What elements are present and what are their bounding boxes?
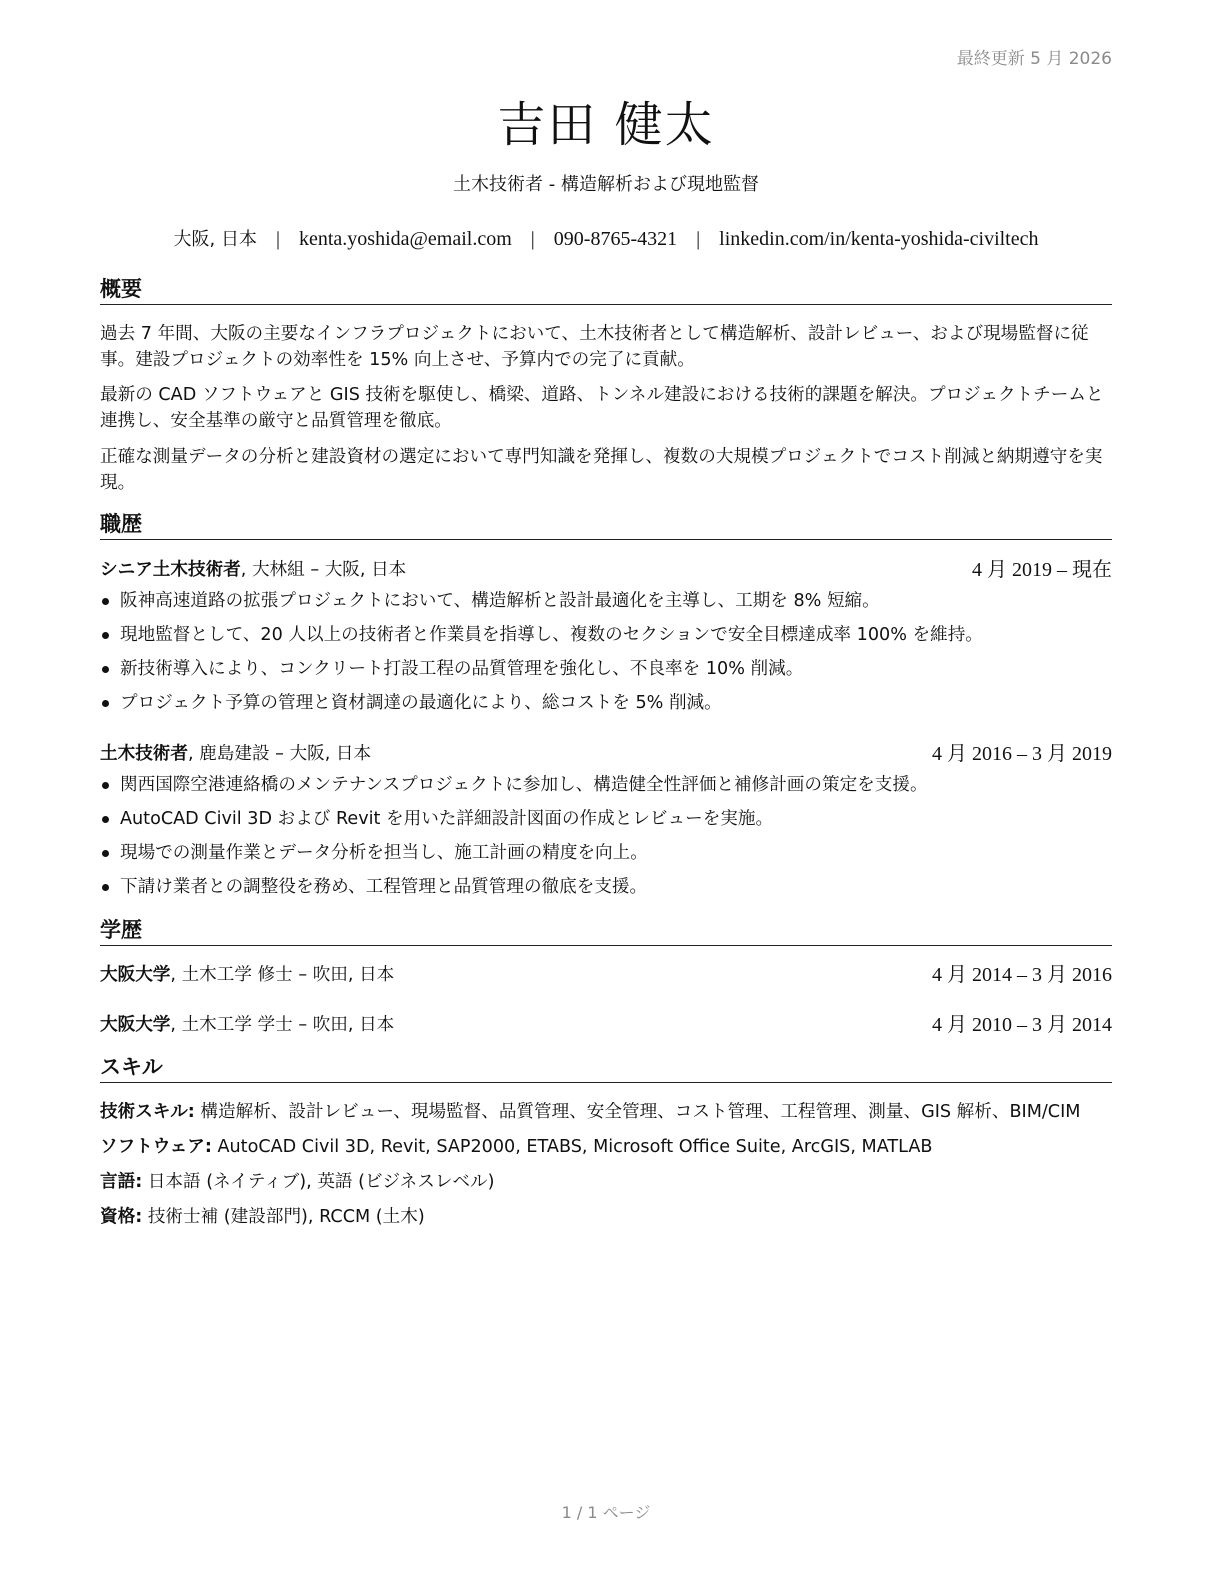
education-dates: 4 月 2010 – 3 月 2014 xyxy=(932,1014,1112,1036)
job-dates: 4 月 2019 – 現在 xyxy=(972,559,1112,581)
job-bullets xyxy=(100,768,1112,904)
skill-label: ソフトウェア: xyxy=(100,1137,212,1157)
skill-row xyxy=(100,1200,1112,1234)
education-item xyxy=(100,1012,1112,1038)
summary-paragraph: 過去 7 年間、大阪の主要なインフラプロジェクトにおいて、土木技術者として構造解析、設計レビュー、および現場監督に従事。建設プロジェクトの効率性を 15% 向上させ、予算内での完了に貢献。 xyxy=(100,324,1089,370)
skill-row xyxy=(100,1095,1112,1129)
job-header xyxy=(100,557,1112,583)
job-bullet: プロジェクト予算の管理と資材調達の最適化により、総コストを 5% 削減。 xyxy=(100,686,1112,720)
contact-line xyxy=(100,225,1112,251)
section-title-skills: スキル xyxy=(100,1054,1112,1083)
contact-separator: | xyxy=(530,228,535,250)
skill-value: 日本語 (ネイティブ), 英語 (ビジネスレベル) xyxy=(142,1172,495,1192)
skill-value: 構造解析、設計レビュー、現場監督、品質管理、安全管理、コスト管理、工程管理、測量、GIS 解析、BIM/CIM xyxy=(194,1102,1081,1122)
section-title-summary: 概要 xyxy=(100,276,1112,305)
resume-page xyxy=(100,0,1112,1584)
contact-separator: | xyxy=(275,228,280,250)
section-title-experience: 職歴 xyxy=(100,511,1112,540)
contact-phone[interactable]: 090-8765-4321 xyxy=(553,228,678,250)
summary-paragraph: 最新の CAD ソフトウェアと GIS 技術を駆使し、橋梁、道路、トンネル建設における技術的課題を解決。プロジェクトチームと連携し、安全基準の厳守と品質管理を徹底。 xyxy=(100,385,1104,431)
page-number: 1 / 1 ページ xyxy=(561,1503,651,1522)
job-bullet: 下請け業者との調整役を務め、工程管理と品質管理の徹底を支援。 xyxy=(100,870,1112,904)
skill-label: 技術スキル: xyxy=(100,1102,195,1122)
degree-detail: , 土木工学 学士 – 吹田, 日本 xyxy=(170,1015,395,1035)
job-role: 土木技術者 xyxy=(100,744,188,764)
job-bullet: 現地監督として、20 人以上の技術者と作業員を指導し、複数のセクションで安全目標達成率 100% を維持。 xyxy=(100,618,1112,652)
education-item xyxy=(100,962,1112,988)
contact-linkedin[interactable]: linkedin.com/in/kenta-yoshida-civiltech xyxy=(719,228,1039,250)
job-bullets xyxy=(100,584,1112,720)
contact-email[interactable]: kenta.yoshida@email.com xyxy=(298,228,512,250)
skill-value: 技術士補 (建設部門), RCCM (土木) xyxy=(142,1207,425,1227)
last-updated: 最終更新 5 月 2026 xyxy=(956,49,1112,69)
job-org: , 鹿島建設 – 大阪, 日本 xyxy=(187,744,372,764)
skill-label: 資格: xyxy=(100,1207,143,1227)
skill-row xyxy=(100,1165,1112,1199)
section-title-education: 学歴 xyxy=(100,917,1112,946)
job-dates: 4 月 2016 – 3 月 2019 xyxy=(932,743,1112,765)
education-dates: 4 月 2014 – 3 月 2016 xyxy=(932,964,1112,986)
contact-separator: | xyxy=(696,228,701,250)
job-bullet: 新技術導入により、コンクリート打設工程の品質管理を強化し、不良率を 10% 削減。 xyxy=(100,652,1112,686)
skill-value: AutoCAD Civil 3D, Revit, SAP2000, ETABS, Microsoft Office Suite, ArcGIS, MATLAB xyxy=(211,1137,933,1157)
contact-location: 大阪, 日本 xyxy=(173,229,257,250)
summary-paragraph: 正確な測量データの分析と建設資材の選定において専門知識を発揮し、複数の大規模プロジェクトでコスト削減と納期遵守を実現。 xyxy=(100,447,1103,493)
candidate-name: 吉田 健太 xyxy=(497,97,715,153)
headline: 土木技術者 - 構造解析および現地監督 xyxy=(453,174,759,195)
job-bullet: AutoCAD Civil 3D および Revit を用いた詳細設計図面の作成とレビューを実施。 xyxy=(100,802,1112,836)
job-header xyxy=(100,741,1112,767)
skill-label: 言語: xyxy=(100,1172,143,1192)
degree-detail: , 土木工学 修士 – 吹田, 日本 xyxy=(170,965,395,985)
school-name: 大阪大学 xyxy=(100,965,171,985)
skill-row xyxy=(100,1130,1112,1164)
job-bullet: 関西国際空港連絡橋のメンテナンスプロジェクトに参加し、構造健全性評価と補修計画の策定を支援。 xyxy=(100,768,1112,802)
school-name: 大阪大学 xyxy=(100,1015,171,1035)
job-role: シニア土木技術者 xyxy=(100,560,241,580)
job-bullet: 阪神高速道路の拡張プロジェクトにおいて、構造解析と設計最適化を主導し、工期を 8% 短縮。 xyxy=(100,584,1112,618)
job-org: , 大林組 – 大阪, 日本 xyxy=(240,560,407,580)
job-bullet: 現場での測量作業とデータ分析を担当し、施工計画の精度を向上。 xyxy=(100,836,1112,870)
